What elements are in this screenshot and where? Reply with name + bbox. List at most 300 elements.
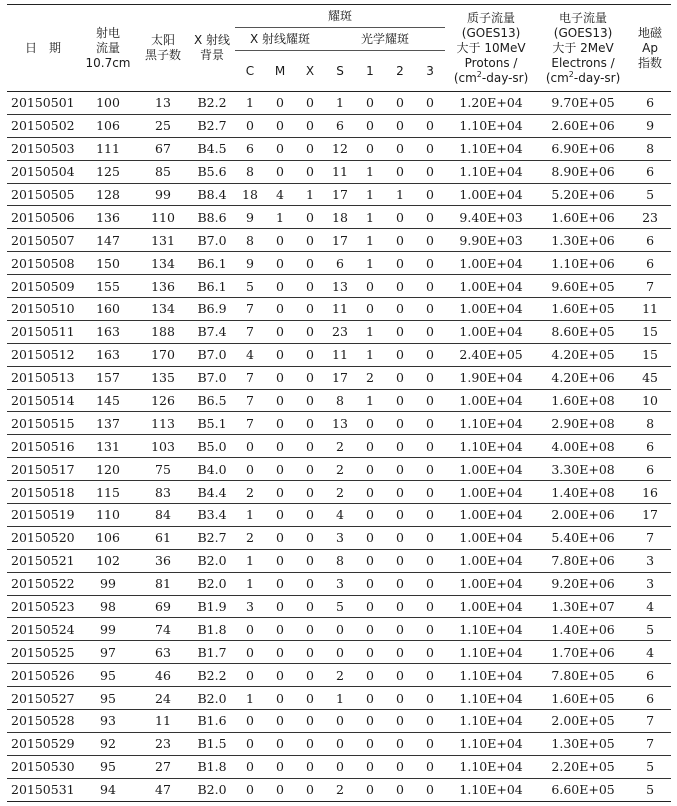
cell-optical-2: 0 (385, 732, 415, 755)
cell-date: 20150525 (7, 641, 79, 664)
cell-electron-flux: 5.40E+06 (537, 526, 629, 549)
cell-ap-index: 4 (629, 595, 671, 618)
cell-optical-3: 0 (415, 732, 445, 755)
cell-optical-1: 0 (355, 137, 385, 160)
cell-date: 20150514 (7, 389, 79, 412)
cell-electron-flux: 8.90E+06 (537, 160, 629, 183)
cell-xray-c: 1 (235, 92, 265, 115)
cell-optical-1: 0 (355, 114, 385, 137)
cell-optical-s: 1 (325, 92, 355, 115)
cell-sunspot-number: 136 (137, 275, 189, 298)
cell-sunspot-number: 126 (137, 389, 189, 412)
cell-electron-flux: 1.30E+07 (537, 595, 629, 618)
cell-ap-index: 6 (629, 252, 671, 275)
cell-optical-1: 0 (355, 572, 385, 595)
cell-xray-m: 0 (265, 710, 295, 733)
cell-optical-3: 0 (415, 137, 445, 160)
cell-xray-m: 0 (265, 572, 295, 595)
cell-optical-s: 11 (325, 160, 355, 183)
sub-col-x: X (305, 63, 315, 78)
cell-ap-index: 5 (629, 618, 671, 641)
cell-optical-s: 5 (325, 595, 355, 618)
table-row (7, 641, 671, 664)
cell-radio-flux: 120 (79, 458, 137, 481)
cell-xray-c: 7 (235, 412, 265, 435)
cell-proton-flux: 1.00E+04 (445, 252, 537, 275)
cell-sunspot-number: 27 (137, 755, 189, 778)
cell-date: 20150527 (7, 687, 79, 710)
cell-xray-c: 5 (235, 275, 265, 298)
cell-xray-c: 0 (235, 114, 265, 137)
cell-xray-m: 0 (265, 778, 295, 801)
cell-optical-3: 0 (415, 435, 445, 458)
cell-optical-2: 0 (385, 229, 415, 252)
cell-date: 20150530 (7, 755, 79, 778)
table-row (7, 595, 671, 618)
cell-xray-x: 0 (295, 526, 325, 549)
cell-xray-background: B2.0 (189, 687, 235, 710)
cell-electron-flux: 1.60E+05 (537, 687, 629, 710)
cell-xray-background: B2.0 (189, 778, 235, 801)
cell-xray-background: B8.4 (189, 183, 235, 206)
cell-xray-x: 0 (295, 275, 325, 298)
cell-xray-m: 0 (265, 366, 295, 389)
cell-sunspot-number: 47 (137, 778, 189, 801)
cell-electron-flux: 6.90E+06 (537, 137, 629, 160)
cell-ap-index: 7 (629, 526, 671, 549)
cell-xray-m: 0 (265, 389, 295, 412)
cell-xray-c: 9 (235, 252, 265, 275)
cell-proton-flux: 1.10E+04 (445, 687, 537, 710)
cell-xray-x: 0 (295, 778, 325, 801)
cell-date: 20150510 (7, 298, 79, 321)
cell-optical-3: 0 (415, 92, 445, 115)
cell-xray-background: B5.6 (189, 160, 235, 183)
cell-optical-s: 0 (325, 641, 355, 664)
cell-radio-flux: 106 (79, 526, 137, 549)
table-row (7, 481, 671, 504)
col-proton-flux-header: 质子流量 (GOES13) 大于 10MeV Protons / $(cm^2-day-sr)$ (453, 10, 529, 85)
cell-xray-c: 2 (235, 481, 265, 504)
cell-xray-m: 0 (265, 595, 295, 618)
cell-xray-c: 7 (235, 298, 265, 321)
cell-optical-s: 0 (325, 710, 355, 733)
cell-xray-x: 1 (295, 183, 325, 206)
cell-xray-background: B5.1 (189, 412, 235, 435)
cell-proton-flux: 1.00E+04 (445, 389, 537, 412)
cell-proton-flux: 9.40E+03 (445, 206, 537, 229)
cell-sunspot-number: 131 (137, 229, 189, 252)
cell-optical-3: 0 (415, 160, 445, 183)
cell-electron-flux: 3.30E+08 (537, 458, 629, 481)
cell-xray-background: B2.7 (189, 114, 235, 137)
cell-optical-2: 0 (385, 595, 415, 618)
cell-optical-2: 0 (385, 435, 415, 458)
cell-optical-1: 0 (355, 710, 385, 733)
cell-ap-index: 6 (629, 687, 671, 710)
cell-xray-m: 0 (265, 92, 295, 115)
cell-optical-1: 0 (355, 435, 385, 458)
cell-date: 20150515 (7, 412, 79, 435)
cell-optical-2: 0 (385, 137, 415, 160)
cell-optical-2: 0 (385, 664, 415, 687)
cell-electron-flux: 9.70E+05 (537, 92, 629, 115)
cell-date: 20150517 (7, 458, 79, 481)
cell-date: 20150529 (7, 732, 79, 755)
cell-proton-flux: 1.10E+04 (445, 664, 537, 687)
cell-xray-m: 0 (265, 481, 295, 504)
cell-sunspot-number: 83 (137, 481, 189, 504)
cell-electron-flux: 2.00E+05 (537, 710, 629, 733)
cell-date: 20150508 (7, 252, 79, 275)
cell-xray-x: 0 (295, 252, 325, 275)
cell-optical-2: 0 (385, 206, 415, 229)
table-header (7, 5, 671, 92)
cell-optical-3: 0 (415, 595, 445, 618)
cell-xray-x: 0 (295, 298, 325, 321)
cell-proton-flux: 1.10E+04 (445, 755, 537, 778)
cell-ap-index: 4 (629, 641, 671, 664)
cell-optical-3: 0 (415, 229, 445, 252)
cell-optical-2: 0 (385, 755, 415, 778)
cell-xray-c: 0 (235, 664, 265, 687)
cell-ap-index: 11 (629, 298, 671, 321)
cell-xray-x: 0 (295, 458, 325, 481)
cell-xray-background: B8.6 (189, 206, 235, 229)
cell-radio-flux: 115 (79, 481, 137, 504)
cell-proton-flux: 1.00E+04 (445, 458, 537, 481)
table-row (7, 755, 671, 778)
cell-optical-2: 0 (385, 526, 415, 549)
solar-activity-table (7, 4, 671, 802)
cell-optical-s: 11 (325, 343, 355, 366)
cell-ap-index: 9 (629, 114, 671, 137)
cell-date: 20150507 (7, 229, 79, 252)
cell-xray-x: 0 (295, 229, 325, 252)
cell-date: 20150526 (7, 664, 79, 687)
cell-optical-3: 0 (415, 549, 445, 572)
cell-xray-c: 4 (235, 343, 265, 366)
cell-optical-2: 0 (385, 504, 415, 527)
cell-optical-3: 0 (415, 778, 445, 801)
cell-radio-flux: 106 (79, 114, 137, 137)
cell-electron-flux: 9.60E+05 (537, 275, 629, 298)
cell-ap-index: 5 (629, 755, 671, 778)
cell-xray-background: B1.8 (189, 755, 235, 778)
cell-sunspot-number: 36 (137, 549, 189, 572)
cell-xray-background: B1.8 (189, 618, 235, 641)
cell-optical-s: 0 (325, 755, 355, 778)
cell-ap-index: 6 (629, 435, 671, 458)
table-row (7, 618, 671, 641)
col-ap-index-header: 地磁 Ap 指数 (638, 25, 663, 70)
cell-xray-background: B2.2 (189, 664, 235, 687)
cell-sunspot-number: 99 (137, 183, 189, 206)
cell-optical-1: 0 (355, 481, 385, 504)
cell-xray-m: 0 (265, 504, 295, 527)
table-row (7, 710, 671, 733)
cell-ap-index: 7 (629, 732, 671, 755)
cell-optical-s: 2 (325, 458, 355, 481)
table-row (7, 137, 671, 160)
cell-xray-background: B2.0 (189, 549, 235, 572)
cell-xray-x: 0 (295, 618, 325, 641)
cell-optical-3: 0 (415, 618, 445, 641)
cell-date: 20150505 (7, 183, 79, 206)
table-row (7, 275, 671, 298)
cell-proton-flux: 1.00E+04 (445, 504, 537, 527)
table-row (7, 664, 671, 687)
cell-radio-flux: 98 (79, 595, 137, 618)
cell-date: 20150516 (7, 435, 79, 458)
cell-optical-2: 0 (385, 458, 415, 481)
cell-xray-c: 7 (235, 389, 265, 412)
cell-sunspot-number: 81 (137, 572, 189, 595)
cell-xray-m: 0 (265, 137, 295, 160)
cell-electron-flux: 2.20E+05 (537, 755, 629, 778)
cell-xray-c: 8 (235, 160, 265, 183)
cell-date: 20150512 (7, 343, 79, 366)
cell-xray-m: 0 (265, 252, 295, 275)
cell-radio-flux: 137 (79, 412, 137, 435)
cell-electron-flux: 9.20E+06 (537, 572, 629, 595)
cell-sunspot-number: 67 (137, 137, 189, 160)
cell-electron-flux: 2.60E+06 (537, 114, 629, 137)
cell-optical-1: 0 (355, 458, 385, 481)
cell-optical-3: 0 (415, 366, 445, 389)
cell-xray-m: 0 (265, 618, 295, 641)
cell-optical-1: 0 (355, 275, 385, 298)
cell-ap-index: 6 (629, 458, 671, 481)
cell-xray-m: 0 (265, 641, 295, 664)
sub-col-1: 1 (366, 63, 374, 78)
cell-optical-3: 0 (415, 481, 445, 504)
cell-xray-m: 0 (265, 412, 295, 435)
cell-date: 20150504 (7, 160, 79, 183)
cell-ap-index: 6 (629, 664, 671, 687)
cell-proton-flux: 1.10E+04 (445, 778, 537, 801)
cell-xray-x: 0 (295, 389, 325, 412)
cell-proton-flux: 1.90E+04 (445, 366, 537, 389)
cell-electron-flux: 2.00E+06 (537, 504, 629, 527)
cell-optical-3: 0 (415, 114, 445, 137)
cell-optical-2: 0 (385, 412, 415, 435)
cell-sunspot-number: 134 (137, 252, 189, 275)
table-row (7, 252, 671, 275)
cell-date: 20150506 (7, 206, 79, 229)
cell-optical-3: 0 (415, 504, 445, 527)
cell-proton-flux: 1.10E+04 (445, 732, 537, 755)
cell-optical-3: 0 (415, 755, 445, 778)
cell-xray-background: B7.4 (189, 320, 235, 343)
cell-xray-m: 0 (265, 229, 295, 252)
cell-xray-background: B7.0 (189, 229, 235, 252)
cell-xray-x: 0 (295, 320, 325, 343)
optical-flare-group-header: 光学耀斑 (325, 28, 445, 51)
table-body (7, 92, 671, 802)
cell-proton-flux: 1.10E+04 (445, 435, 537, 458)
cell-xray-background: B3.4 (189, 504, 235, 527)
cell-optical-2: 0 (385, 160, 415, 183)
cell-ap-index: 10 (629, 389, 671, 412)
cell-sunspot-number: 24 (137, 687, 189, 710)
cell-sunspot-number: 63 (137, 641, 189, 664)
col-electron-flux-header: 电子流量 (GOES13) 大于 2MeV Electrons / $(cm^2-day-sr)$ (545, 10, 621, 85)
cell-ap-index: 3 (629, 549, 671, 572)
cell-xray-c: 0 (235, 618, 265, 641)
cell-optical-1: 0 (355, 595, 385, 618)
cell-optical-2: 0 (385, 618, 415, 641)
cell-ap-index: 17 (629, 504, 671, 527)
cell-xray-x: 0 (295, 481, 325, 504)
cell-optical-1: 1 (355, 389, 385, 412)
cell-optical-1: 0 (355, 778, 385, 801)
cell-xray-x: 0 (295, 664, 325, 687)
cell-optical-2: 0 (385, 298, 415, 321)
cell-optical-s: 6 (325, 114, 355, 137)
cell-radio-flux: 94 (79, 778, 137, 801)
cell-optical-s: 2 (325, 664, 355, 687)
table-row (7, 435, 671, 458)
table-row (7, 92, 671, 115)
cell-proton-flux: 1.00E+04 (445, 549, 537, 572)
cell-optical-3: 0 (415, 664, 445, 687)
cell-optical-2: 0 (385, 366, 415, 389)
cell-radio-flux: 128 (79, 183, 137, 206)
cell-radio-flux: 95 (79, 664, 137, 687)
cell-xray-x: 0 (295, 641, 325, 664)
cell-optical-1: 0 (355, 92, 385, 115)
cell-xray-c: 0 (235, 641, 265, 664)
cell-sunspot-number: 113 (137, 412, 189, 435)
cell-xray-x: 0 (295, 343, 325, 366)
cell-radio-flux: 125 (79, 160, 137, 183)
sub-col-3: 3 (426, 63, 434, 78)
cell-optical-3: 0 (415, 183, 445, 206)
cell-electron-flux: 1.60E+06 (537, 206, 629, 229)
cell-xray-c: 0 (235, 732, 265, 755)
cell-xray-m: 0 (265, 458, 295, 481)
cell-proton-flux: 1.00E+04 (445, 275, 537, 298)
cell-xray-c: 0 (235, 710, 265, 733)
cell-proton-flux: 2.40E+05 (445, 343, 537, 366)
cell-sunspot-number: 23 (137, 732, 189, 755)
table-row (7, 389, 671, 412)
cell-electron-flux: 1.40E+06 (537, 618, 629, 641)
cell-ap-index: 7 (629, 275, 671, 298)
cell-optical-3: 0 (415, 389, 445, 412)
cell-optical-s: 6 (325, 252, 355, 275)
cell-xray-x: 0 (295, 504, 325, 527)
cell-electron-flux: 4.20E+05 (537, 343, 629, 366)
cell-optical-1: 1 (355, 160, 385, 183)
cell-optical-2: 0 (385, 481, 415, 504)
cell-electron-flux: 6.60E+05 (537, 778, 629, 801)
cell-electron-flux: 4.00E+08 (537, 435, 629, 458)
cell-optical-s: 1 (325, 687, 355, 710)
cell-date: 20150523 (7, 595, 79, 618)
table-row (7, 412, 671, 435)
cell-proton-flux: 1.10E+04 (445, 160, 537, 183)
cell-optical-s: 23 (325, 320, 355, 343)
cell-ap-index: 7 (629, 710, 671, 733)
cell-date: 20150501 (7, 92, 79, 115)
table-row (7, 504, 671, 527)
cell-optical-2: 0 (385, 549, 415, 572)
cell-electron-flux: 1.70E+06 (537, 641, 629, 664)
cell-optical-2: 0 (385, 320, 415, 343)
cell-sunspot-number: 75 (137, 458, 189, 481)
sub-col-s: S (336, 63, 344, 78)
cell-sunspot-number: 85 (137, 160, 189, 183)
cell-optical-3: 0 (415, 412, 445, 435)
cell-xray-background: B7.0 (189, 366, 235, 389)
cell-optical-s: 2 (325, 435, 355, 458)
cell-optical-s: 3 (325, 526, 355, 549)
cell-xray-c: 3 (235, 595, 265, 618)
cell-optical-2: 1 (385, 183, 415, 206)
cell-xray-m: 0 (265, 732, 295, 755)
cell-xray-c: 18 (235, 183, 265, 206)
cell-proton-flux: 1.00E+04 (445, 572, 537, 595)
cell-optical-1: 1 (355, 183, 385, 206)
cell-xray-x: 0 (295, 412, 325, 435)
cell-sunspot-number: 74 (137, 618, 189, 641)
cell-xray-m: 1 (265, 206, 295, 229)
cell-date: 20150511 (7, 320, 79, 343)
cell-ap-index: 5 (629, 778, 671, 801)
cell-optical-s: 2 (325, 481, 355, 504)
cell-optical-3: 0 (415, 526, 445, 549)
table-row (7, 732, 671, 755)
cell-sunspot-number: 170 (137, 343, 189, 366)
cell-electron-flux: 4.20E+06 (537, 366, 629, 389)
sub-col-2: 2 (396, 63, 404, 78)
cell-xray-x: 0 (295, 366, 325, 389)
cell-xray-c: 0 (235, 755, 265, 778)
cell-xray-x: 0 (295, 114, 325, 137)
cell-xray-background: B6.5 (189, 389, 235, 412)
col-radio-flux-header: 射电 流量 10.7cm (85, 25, 131, 70)
cell-radio-flux: 95 (79, 755, 137, 778)
cell-optical-3: 0 (415, 572, 445, 595)
cell-xray-c: 1 (235, 572, 265, 595)
cell-xray-x: 0 (295, 549, 325, 572)
cell-ap-index: 16 (629, 481, 671, 504)
table-row (7, 206, 671, 229)
cell-xray-m: 0 (265, 755, 295, 778)
cell-optical-3: 0 (415, 252, 445, 275)
cell-electron-flux: 5.20E+06 (537, 183, 629, 206)
cell-optical-1: 2 (355, 366, 385, 389)
cell-date: 20150509 (7, 275, 79, 298)
cell-xray-x: 0 (295, 160, 325, 183)
cell-xray-x: 0 (295, 572, 325, 595)
cell-ap-index: 45 (629, 366, 671, 389)
cell-xray-x: 0 (295, 137, 325, 160)
cell-xray-m: 0 (265, 435, 295, 458)
cell-xray-m: 0 (265, 298, 295, 321)
cell-ap-index: 6 (629, 160, 671, 183)
cell-xray-c: 9 (235, 206, 265, 229)
table-row (7, 114, 671, 137)
cell-sunspot-number: 135 (137, 366, 189, 389)
cell-xray-x: 0 (295, 595, 325, 618)
cell-optical-s: 11 (325, 298, 355, 321)
sub-col-m: M (274, 63, 286, 78)
cell-xray-c: 7 (235, 366, 265, 389)
table-row (7, 343, 671, 366)
